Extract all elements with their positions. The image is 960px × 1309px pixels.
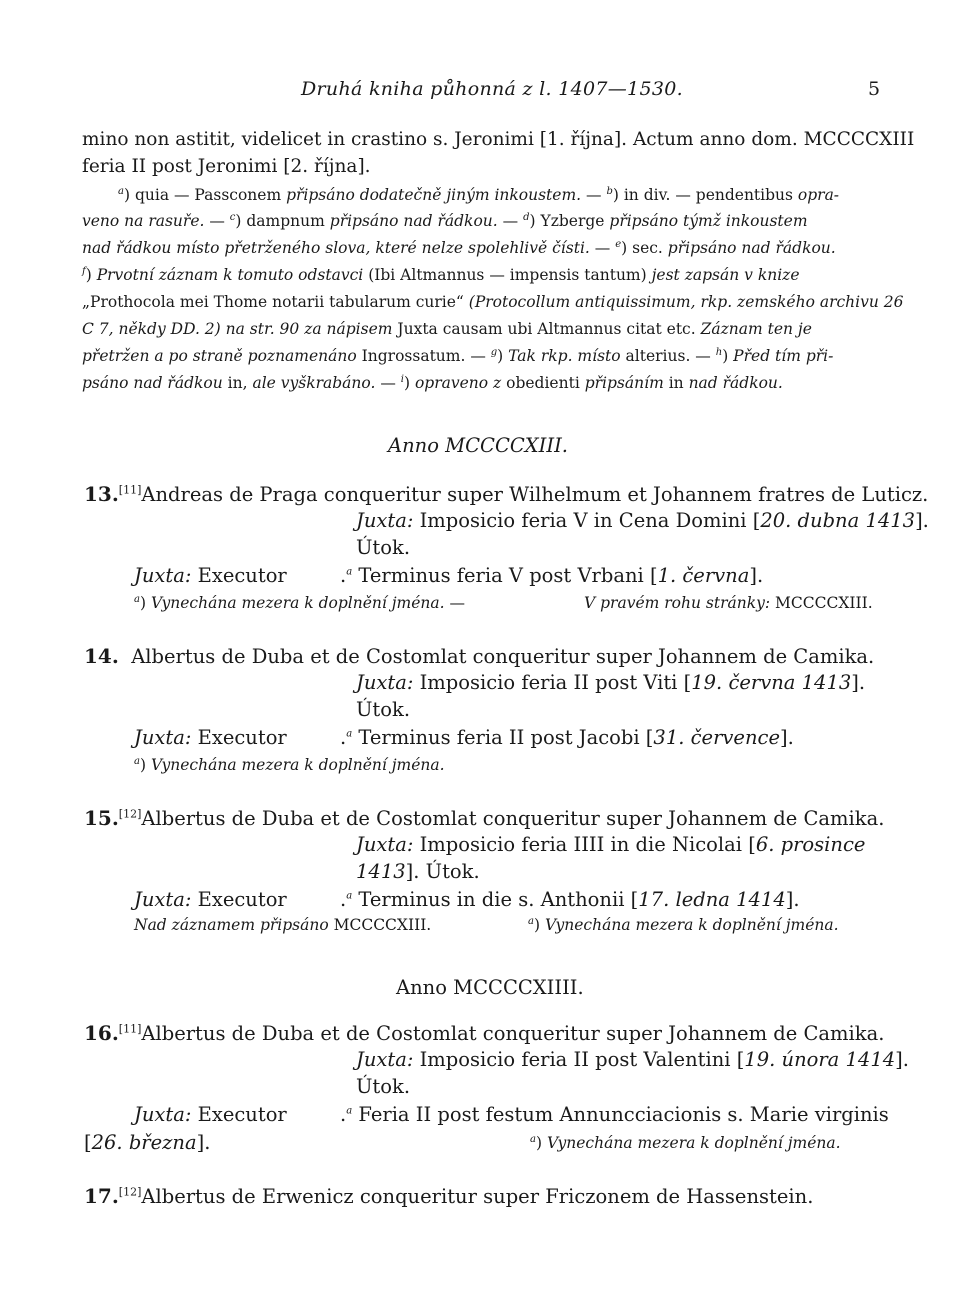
entry-13-imposicio: Juxta: Imposicio feria V in Cena Domini [20. dubna 1413]. xyxy=(356,509,929,532)
footnote-line-6: C 7, někdy DD. 2) na str. 90 za nápisem Juxta causam ubi Altmannus citat etc. Záznam ten je xyxy=(82,320,812,338)
entry-15-terminus: .$^a$ Terminus in die s. Anthonii [17. ledna 1414]. xyxy=(340,888,800,911)
entry-14-utok: Útok. xyxy=(356,698,411,721)
intro-line-1: mino non astitit, videlicet in crastino s. Jeronimi [1. října]. Actum anno dom. MCCCCXIII xyxy=(82,129,915,150)
footnote-line-4: $^f$) Prvotní záznam k tomuto odstavci (Ibi Altmannus — impensis tantum) jest zapsán v knize xyxy=(82,265,800,284)
section-heading-1414: Anno MCCCCXIIII. xyxy=(396,976,584,999)
entry-15-note: Nad záznamem připsáno MCCCCXIII. xyxy=(134,916,432,934)
entry-16-executor: Juxta: Executor xyxy=(134,1103,287,1126)
entry-16-footnote: $^a$) Vynechána mezera k doplnění jména. xyxy=(530,1133,841,1152)
entry-15-imposicio: Juxta: Imposicio feria IIII in die Nicolai [6. prosince xyxy=(356,833,866,856)
entry-15-date-cont: 1413]. Útok. xyxy=(356,860,480,883)
entry-17-line-1: 17.[12]Albertus de Erwenicz conqueritur super Friczonem de Hassenstein. xyxy=(84,1184,814,1208)
entry-14-terminus: .$^a$ Terminus feria II post Jacobi [31. července]. xyxy=(340,726,794,749)
intro-line-2: feria II post Jeronimi [2. října]. xyxy=(82,156,371,177)
entry-number: 13. xyxy=(84,482,119,506)
entry-16-imposicio: Juxta: Imposicio feria II post Valentini [19. února 1414]. xyxy=(356,1048,909,1071)
entry-13-terminus: .$^a$ Terminus feria V post Vrbani [1. června]. xyxy=(340,564,764,587)
entry-16-line-1: 16.[11]Albertus de Duba et de Costomlat conqueritur super Johannem de Camika. xyxy=(84,1021,885,1045)
page-number: 5 xyxy=(868,78,881,100)
entry-15-executor: Juxta: Executor xyxy=(134,888,287,911)
footnote-line-3: nad řádkou místo přetrženého slova, které nelze spolehlivě čísti. — $^e$) sec. připsáno nad řádkou. xyxy=(82,238,836,257)
section-heading-1413: Anno MCCCCXIII. xyxy=(388,434,568,457)
footnote-line-8: psáno nad řádkou in, ale vyškrabáno. — $^i$) opraveno z obedienti připsáním in nad řádkou. xyxy=(82,373,783,392)
footnote-line-5: „Prothocola mei Thome notarii tabularum curie“ (Protocollum antiquissimum, rkp. zemského archivu 26 xyxy=(82,293,904,311)
entry-14-imposicio: Juxta: Imposicio feria II post Viti [19. června 1413]. xyxy=(356,671,866,694)
entry-16-feria: .$^a$ Feria II post festum Annuncciacionis s. Marie virginis xyxy=(340,1103,889,1126)
entry-13-executor: Juxta: Executor xyxy=(134,564,287,587)
entry-13-footnote: $^a$) Vynechána mezera k doplnění jména. — xyxy=(134,593,466,612)
entry-14-executor: Juxta: Executor xyxy=(134,726,287,749)
footnote-line-7: přetržen a po straně poznamenáno Ingrossatum. — $^g$) Tak rkp. místo alterius. — $^h$) Před tím při- xyxy=(82,346,834,365)
footnote-line-2: veno na rasuře. — $^c$) dampnum připsáno nad řádkou. — $^d$) Yzberge připsáno týmž inkoustem xyxy=(82,211,808,230)
entry-13-utok: Útok. xyxy=(356,536,411,559)
entry-14-footnote: $^a$) Vynechána mezera k doplnění jména. xyxy=(134,755,445,774)
entry-13-corner-note: V pravém rohu stránky: MCCCCXIII. xyxy=(584,594,873,612)
footnote-line-1: $^a$) quia — Passconem připsáno dodatečně jiným inkoustem. — $^b$) in div. — pendentibus opra- xyxy=(118,185,840,204)
entry-13-line-1: 13.[11]Andreas de Praga conqueritur super Wilhelmum et Johannem fratres de Luticz. xyxy=(84,482,929,506)
entry-15-line-1: 15.[12]Albertus de Duba et de Costomlat conqueritur super Johannem de Camika. xyxy=(84,806,885,830)
entry-16-utok: Útok. xyxy=(356,1075,411,1098)
entry-16-date: [26. března]. xyxy=(84,1131,211,1154)
running-header: Druhá kniha půhonná z l. 1407—1530. xyxy=(301,78,683,100)
entry-15-footnote: $^a$) Vynechána mezera k doplnění jména. xyxy=(528,915,839,934)
entry-14-line-1: 14. Albertus de Duba et de Costomlat conqueritur super Johannem de Camika. xyxy=(84,644,875,668)
